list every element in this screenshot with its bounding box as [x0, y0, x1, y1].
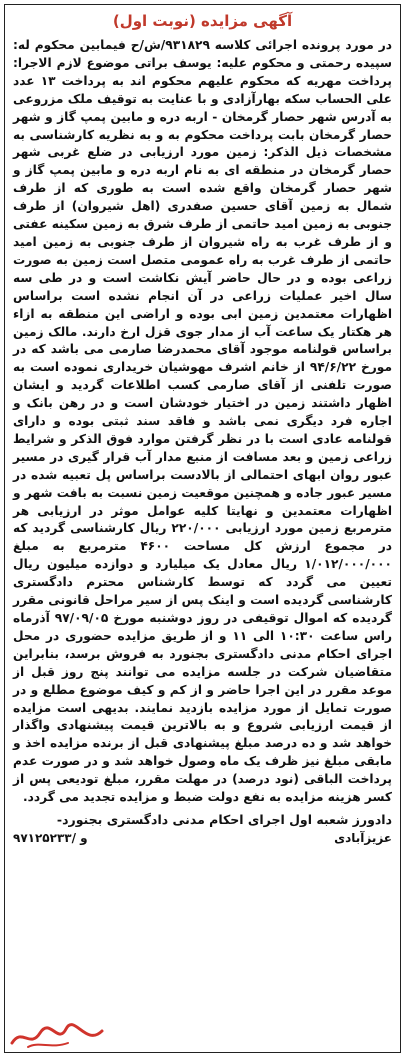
notice-frame	[4, 4, 401, 1053]
signature-row	[13, 831, 392, 845]
signer-name: عزیزآبادی	[334, 830, 392, 845]
notice-footer: دادورز شعبه اول اجرای احکام مدنی دادگستری بجنورد-	[56, 811, 392, 827]
notice-title: آگهی مزایده (نوبت اول)	[112, 12, 293, 30]
notice-code: ۹۷۱۲۵۲۳۳/ و	[13, 830, 88, 845]
stamp-signature-icon	[8, 1019, 108, 1053]
notice-body: در مورد پرونده اجرائی کلاسه ۹۳۱۸۲۹/ش/ح فیمابین محکوم له: سپیده رحمتی و محکوم علیه: یوسف براتی موضوع لازم الاجرا: پرداخت مهریه که محکوم علیهم محکوم اند به پرداخت ۱۳ عدد علی الحساب سکه بهارآزادی و با عنایت به توقیف ملک مزروعی به آدرس شهر حصار گرمخان - اربه دره و مابین پمپ گاز و شهر حصار گرمخان بابت پرداخت محکوم به و به نظریه کارشناسی به مشخصات ذیل الذکر: زمین مورد ارزیابی در ضلع غربی شهر حصار گرمخان در منطقه ای به نام اربه دره و مابین پمپ گاز و شهر حصار گرمخان واقع شده است به طوری که از طرف شمال به زمین آقای حسین صفدری (اهل شیروان) از طرف جنوبی به زمین امید حاتمی از طرف شرق به زمین سکینه عفتی و از طرف غرب به راه شیروان از طرف جنوبی به زمین امید حاتمی از طرف غرب به راه عمومی متصل است زمین به صورت زراعی بوده و در حال حاضر آیش نکاشت است و در طی سه سال اخیر عملیات زراعی در آن انجام نشده است براساس اظهارات معتمدین زمین ابی بوده و اراضی این منطقه به ازاء هر هکتار یک ساعت آب از مدار جوی قزل ارخ دارند. مالک زمین براساس قولنامه موجود آقای محمدرضا صارمی می باشد که در مورخ ۹۴/۶/۲۲ از خانم اشرف مهوشیان خریداری نموده است به صورت تلفنی از آقای صارمی کسب اطلاعات گردید و ایشان اظهار داشتند زمین در اختیار خودشان است و در رهن بانک و اجاره فرد دیگری نمی باشد و فاقد سند ثبتی بوده و دارای قولنامه عادی است با در نظر گرفتن موارد فوق الذکر و شرایط زراعی زمین و بعد مسافت از منبع مدار آب قرار گیری در مسیر عبور روان ابهای احتمالی از بالادست براساس پل تعبیه شده در مسیر عبور جاده و همچنین موقعیت زمین نسبت به بافت شهر و اظهارات معتمدین و نهایتا کلیه عوامل موثر در ارزیابی هر مترمربع زمین مورد ارزیابی ۲۲۰/۰۰۰ ریال کارشناسی گردید که در مجموع ارزش کل مساحت ۴۶۰۰ مترمربع به مبلغ ۱/۰۱۲/۰۰۰/۰۰۰ ریال معادل یک میلیارد و دوازده میلیون ریال تعیین می گردد که توسط کارشناس محترم دادگستری کارشناسی گردیده است و اینک پس از سیر مراحل قانونی مقرر گردیده که اموال توقیفی در روز دوشنبه مورخ ۹۷/۰۹/۰۵ آذرماه راس ساعت ۱۰:۳۰ الی ۱۱ و از طریق مزایده حضوری در محل اجرای احکام مدنی دادگستری بجنورد به فروش برسد، بنابراین متقاضیان شرکت در جلسه مزایده می توانند پنج روز قبل از موعد مقرر در این اجرا حاضر و از کم و کیف موضوع مطلع و در صورت تمایل از مورد مزایده بازدید نمایند. بدیهی است مزایده از قیمت ارزیابی شروع و به بالاترین قیمت پیشنهادی واگذار خواهد شد و ده درصد مبلغ پیشنهادی قبل از برنده مزایده اخذ و مابقی مبلغ نیز ظرف یک ماه وصول خواهد شد و در صورت عدم پرداخت الباقی (نود درصد) در مهلت مقرر، مبلغ تودیعی پس از کسر هزینه مزایده به نفع دولت ضبط و مزایده تجدید می گردد.	[13, 38, 392, 805]
